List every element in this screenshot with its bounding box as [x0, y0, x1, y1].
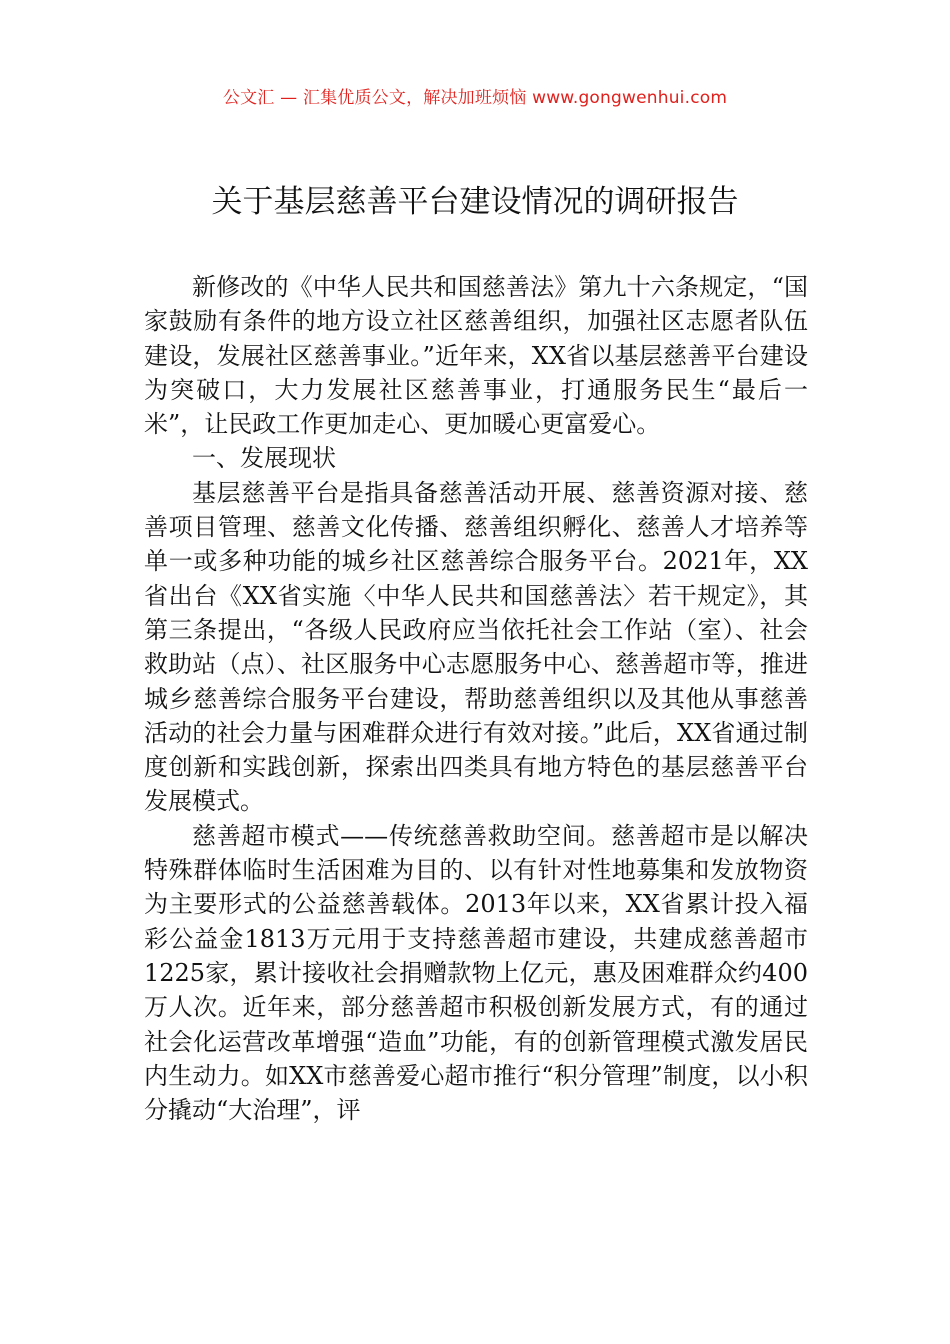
paragraph-intro: 新修改的《中华人民共和国慈善法》第九十六条规定，“国家鼓励有条件的地方设立社区慈善组织，加强社区志愿者队伍建设，发展社区慈善事业。”近年来，XX省以基层慈善平台建设为突破口，大力发展社区慈善事业，打通服务民生“最后一米”，让民政工作更加走心、更加暖心更富爱心。 [144, 273, 808, 439]
document-body [144, 270, 808, 1127]
document-title: 关于基层慈善平台建设情况的调研报告 [211, 184, 739, 220]
site-banner: 公文汇 — 汇集优质公文，解决加班烦恼 www.gongwenhui.com [222, 88, 728, 108]
section-heading: 一、发展现状 [192, 444, 336, 473]
paragraph-definition: 基层慈善平台是指具备慈善活动开展、慈善资源对接、慈善项目管理、慈善文化传播、慈善组织孵化、慈善人才培养等单一或多种功能的城乡社区慈善综合服务平台。2021年，XX省出台《XX省实施〈中华人民共和国慈善法〉若干规定》，其第三条提出，“各级人民政府应当依托社会工作站（室）、社会救助站（点）、社区服务中心志愿服务中心、慈善超市等，推进城乡慈善综合服务平台建设，帮助慈善组织以及其他从事慈善活动的社会力量与困难群众进行有效对接。”此后，XX省通过制度创新和实践创新，探索出四类具有地方特色的基层慈善平台发展模式。 [144, 478, 808, 816]
paragraph-charity-supermarket: 慈善超市模式——传统慈善救助空间。慈善超市是以解决特殊群体临时生活困难为目的、以有针对性地募集和发放物资为主要形式的公益慈善载体。2013年以来，XX省累计投入福彩公益金1813万元用于支持慈善超市建设，共建成慈善超市1225家，累计接收社会捐赠款物上亿元，惠及困难群众约400万人次。近年来，部分慈善超市积极创新发展方式，有的通过社会化运营改革增强“造血”功能，有的创新管理模式激发居民内生动力。如XX市慈善爱心超市推行“积分管理”制度，以小积分撬动“大治理”，评 [144, 821, 808, 1125]
